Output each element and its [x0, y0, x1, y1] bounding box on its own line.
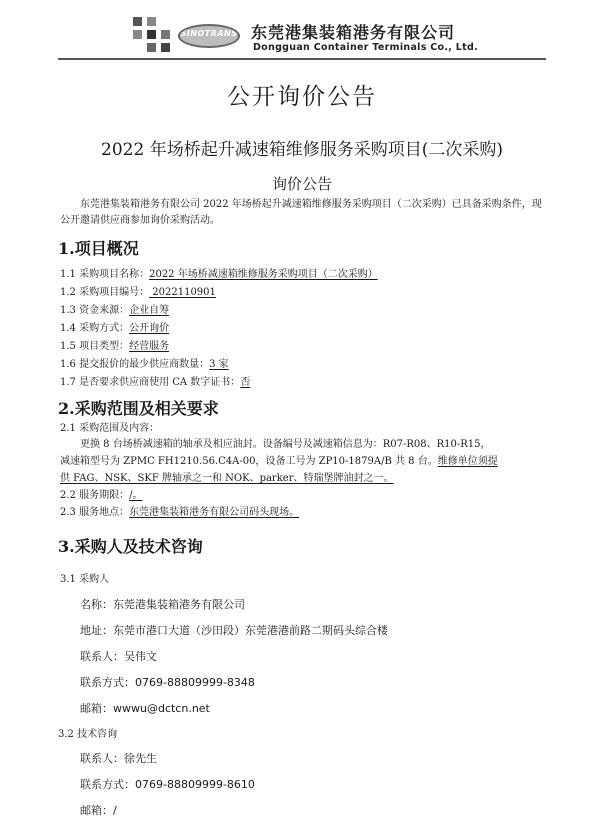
scope-label: 2.1 采购范围及内容：	[60, 423, 160, 434]
item-label: 1.5 项目类型：	[60, 341, 130, 352]
item-1-6	[60, 355, 229, 370]
item-label: 1.4 采购方式：	[60, 323, 130, 334]
item-1-2	[60, 283, 250, 298]
tech-email: 邮箱：/	[80, 804, 117, 817]
buyer-email: 邮箱：wwwu@dctcn.net	[80, 702, 210, 715]
item-value: 否	[240, 377, 251, 388]
sinotrans-logo-icon	[178, 24, 240, 48]
period-row	[60, 488, 142, 505]
item-1-5	[60, 337, 169, 352]
tech-phone: 联系方式：0769-88809999-8610	[80, 778, 255, 791]
item-value: 企业自筹	[129, 305, 170, 316]
buyer-address: 地址：东莞市港口大道（沙田段）东莞港港前路二期码头综合楼	[80, 624, 388, 637]
intro-paragraph: 东莞港集装箱港务有限公司 2022 年场桥起升减速箱维修服务采购项目（二次采购）已具备采购条件，现公开邀请供应商参加询价采购活动。	[60, 199, 542, 226]
item-value: 3 家	[209, 359, 229, 370]
notice-title: 询价公告	[271, 175, 332, 193]
project-subtitle: 2022 年场桥起升减速箱维修服务采购项目(二次采购)	[101, 140, 503, 160]
scope-line-2b: 维修单位须提	[437, 456, 498, 467]
header-divider	[58, 58, 546, 60]
buyer-name: 名称：东莞港集装箱港务有限公司	[80, 598, 245, 611]
company-name-zh: 东莞港集装箱港务有限公司	[251, 23, 456, 42]
buyer-contact-person: 联系人：吴伟文	[80, 650, 157, 663]
item-value: 2022 年场桥减速箱维修服务采购项目（二次采购）	[149, 269, 378, 280]
company-logo-icon	[133, 17, 171, 53]
section1-heading: 1.项目概况	[58, 239, 139, 258]
buyer-label: 3.1 采购人	[60, 574, 110, 585]
scope-line-3: 供 FAG、NSK、SKF 牌轴承之一和 NOK、parker、特瑞堡牌油封之一。	[60, 473, 394, 484]
item-1-7	[60, 373, 250, 388]
page-title: 公开询价公告	[227, 84, 377, 110]
item-label: 1.1 采购项目名称：	[60, 269, 150, 280]
place-label: 2.3 服务地点：	[60, 507, 130, 518]
logo-text: SINOTRANS	[180, 29, 238, 38]
tech-label: 3.2 技术咨询	[58, 729, 118, 740]
section3-heading: 3.采购人及技术咨询	[58, 537, 203, 556]
section2-heading: 2.采购范围及相关要求	[58, 399, 219, 418]
place-row	[60, 505, 299, 522]
item-label: 1.3 资金来源：	[60, 305, 130, 316]
item-label: 1.2 采购项目编号：	[60, 287, 150, 298]
place-value: 东莞港集装箱港务有限公司码头现场。	[129, 507, 300, 518]
item-1-3	[60, 301, 183, 316]
period-label: 2.2 服务期限：	[60, 490, 130, 501]
item-1-4	[60, 319, 169, 334]
item-value: 经营服务	[129, 341, 170, 352]
item-1-1	[60, 265, 378, 280]
scope-line-1: 更换 8 台场桥减速箱的轴承及相应油封。设备编号及减速箱信息为：R07-R08、R10-R15，	[80, 439, 491, 450]
period-value: /。	[129, 490, 143, 501]
company-name-en: Dongguan Container Terminals Co., Ltd.	[253, 42, 479, 53]
scope-line-2	[60, 454, 498, 471]
item-label: 1.7 是否要求供应商使用 CA 数字证书：	[60, 377, 241, 388]
scope-line-2a: 减速箱型号为 ZPMC FH1210.56.C4A-00，设备工号为 ZP10-1879A/B 共 8 台。	[60, 456, 438, 467]
item-label: 1.6 提交报价的最少供应商数量：	[60, 359, 210, 370]
buyer-phone: 联系方式：0769-88809999-8348	[80, 676, 255, 689]
item-value: 公开询价	[129, 323, 170, 334]
item-value: 2022110901	[149, 287, 216, 298]
tech-contact-person: 联系人：徐先生	[80, 752, 157, 765]
